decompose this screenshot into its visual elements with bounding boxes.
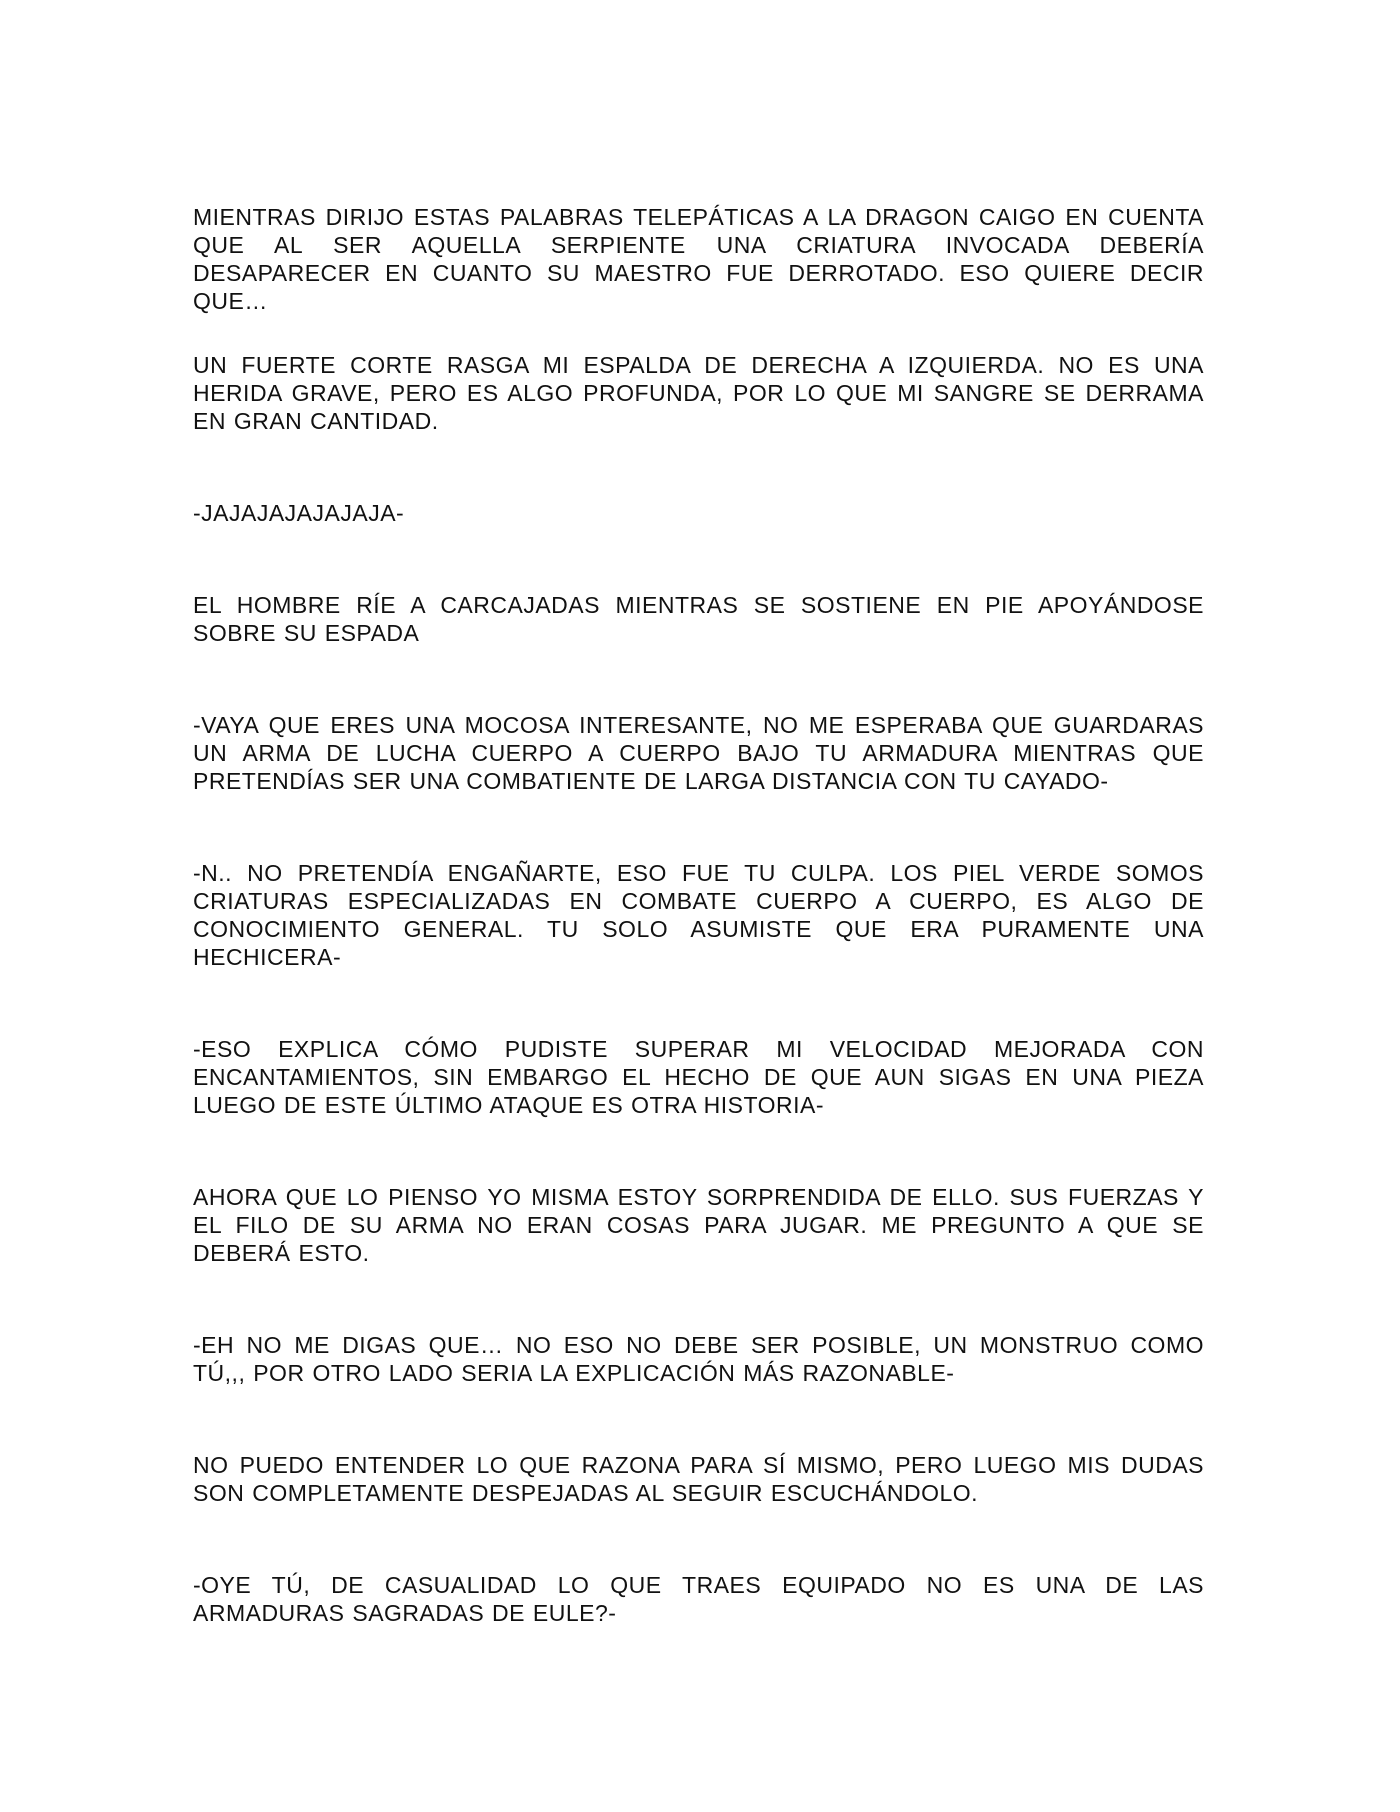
paragraph: -VAYA QUE ERES UNA MOCOSA INTERESANTE, NO ME ESPERABA QUE GUARDARAS UN ARMA DE LUCHA CUERPO A CUERPO BAJO TU ARMADURA MIENTRAS QUE PRETENDÍAS SER UNA COMBATIENTE DE LARGA DISTANCIA CON TU CAYADO-: [193, 712, 1204, 794]
paragraph: -JAJAJAJAJAJAJA-: [193, 500, 405, 526]
paragraph: AHORA QUE LO PIENSO YO MISMA ESTOY SORPRENDIDA DE ELLO. SUS FUERZAS Y EL FILO DE SU ARMA NO ERAN COSAS PARA JUGAR. ME PREGUNTO A QUE SE DEBERÁ ESTO.: [193, 1184, 1204, 1266]
paragraph: MIENTRAS DIRIJO ESTAS PALABRAS TELEPÁTICAS A LA DRAGON CAIGO EN CUENTA QUE AL SER AQUELLA SERPIENTE UNA CRIATURA INVOCADA DEBERÍA DESAPARECER EN CUANTO SU MAESTRO FUE DERROTADO. ESO QUIERE DECIR QUE…: [193, 204, 1204, 314]
paragraph: -EH NO ME DIGAS QUE… NO ESO NO DEBE SER POSIBLE, UN MONSTRUO COMO TÚ,,, POR OTRO LADO SERIA LA EXPLICACIÓN MÁS RAZONABLE-: [193, 1332, 1204, 1386]
paragraph: -OYE TÚ, DE CASUALIDAD LO QUE TRAES EQUIPADO NO ES UNA DE LAS ARMADURAS SAGRADAS DE EULE?-: [193, 1572, 1204, 1626]
paragraph: NO PUEDO ENTENDER LO QUE RAZONA PARA SÍ MISMO, PERO LUEGO MIS DUDAS SON COMPLETAMENTE DESPEJADAS AL SEGUIR ESCUCHÁNDOLO.: [193, 1452, 1204, 1506]
paragraph: -N.. NO PRETENDÍA ENGAÑARTE, ESO FUE TU CULPA. LOS PIEL VERDE SOMOS CRIATURAS ESPECIALIZADAS EN COMBATE CUERPO A CUERPO, ES ALGO DE CONOCIMIENTO GENERAL. TU SOLO ASUMISTE QUE ERA PURAMENTE UNA HECHICERA-: [193, 860, 1204, 970]
paragraph: UN FUERTE CORTE RASGA MI ESPALDA DE DERECHA A IZQUIERDA. NO ES UNA HERIDA GRAVE, PERO ES ALGO PROFUNDA, POR LO QUE MI SANGRE SE DERRAMA EN GRAN CANTIDAD.: [193, 352, 1204, 434]
paragraph: EL HOMBRE RÍE A CARCAJADAS MIENTRAS SE SOSTIENE EN PIE APOYÁNDOSE SOBRE SU ESPADA: [193, 592, 1204, 646]
paragraph: -ESO EXPLICA CÓMO PUDISTE SUPERAR MI VELOCIDAD MEJORADA CON ENCANTAMIENTOS, SIN EMBARGO EL HECHO DE QUE AUN SIGAS EN UNA PIEZA LUEGO DE ESTE ÚLTIMO ATAQUE ES OTRA HISTORIA-: [193, 1036, 1204, 1118]
